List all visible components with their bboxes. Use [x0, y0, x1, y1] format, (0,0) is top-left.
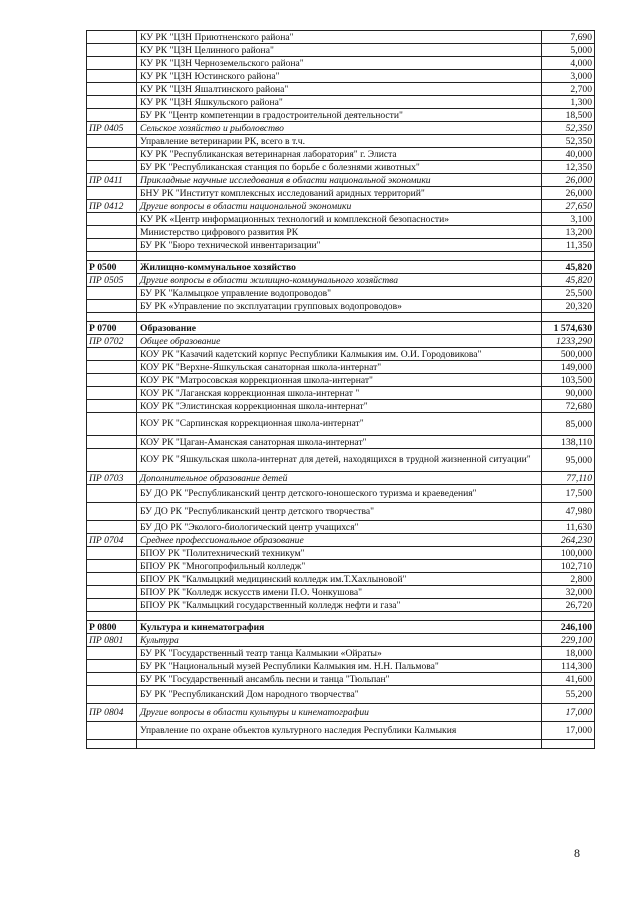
amount-cell: 17,000: [542, 722, 595, 740]
budget-table: [86, 30, 595, 749]
code-cell: [87, 599, 137, 612]
name-cell: [137, 740, 542, 749]
table-row: [87, 722, 595, 740]
code-cell: [87, 647, 137, 660]
amount-cell: 103,500: [542, 374, 595, 387]
amount-cell: 100,000: [542, 547, 595, 560]
amount-cell: 1,300: [542, 96, 595, 109]
table-row: [87, 413, 595, 436]
table-row: [87, 287, 595, 300]
name-cell: КУ РК "ЦЗН Яшалтинского района": [137, 83, 542, 96]
amount-cell: 17,500: [542, 485, 595, 503]
page-number: 8: [574, 846, 580, 860]
table-row: [87, 436, 595, 449]
amount-cell: [542, 313, 595, 322]
name-cell: Культура и кинематография: [137, 621, 542, 634]
name-cell: БПОУ РК "Колледж искусств имени П.О. Чонкушова": [137, 586, 542, 599]
table-row: [87, 647, 595, 660]
name-cell: КУ РК "ЦЗН Яшкульского района": [137, 96, 542, 109]
subsection-row: [87, 534, 595, 547]
name-cell: Культура: [137, 634, 542, 647]
amount-cell: 2,800: [542, 573, 595, 586]
code-cell: [87, 287, 137, 300]
code-cell: [87, 573, 137, 586]
amount-cell: [542, 612, 595, 621]
code-cell: [87, 187, 137, 200]
code-cell: [87, 449, 137, 472]
name-cell: БУ РК "Государственный театр танца Калмыкии «Ойраты»: [137, 647, 542, 660]
table-row: [87, 44, 595, 57]
section-row: [87, 621, 595, 634]
code-cell: [87, 740, 137, 749]
amount-cell: 1233,290: [542, 335, 595, 348]
table-row: [87, 547, 595, 560]
amount-cell: 18,000: [542, 647, 595, 660]
code-cell: [87, 387, 137, 400]
name-cell: КОУ РК "Яшкульская школа-интернат для детей, находящихся в трудной жизненной ситуации": [137, 449, 542, 472]
name-cell: БУ РК "Государственный ансамбль песни и танца "Тюльпан": [137, 673, 542, 686]
name-cell: [137, 612, 542, 621]
code-cell: [87, 44, 137, 57]
spacer-row: [87, 252, 595, 261]
code-cell: ПР 0801: [87, 634, 137, 647]
amount-cell: 17,000: [542, 704, 595, 722]
name-cell: БНУ РК "Институт комплексных исследований аридных территорий": [137, 187, 542, 200]
name-cell: КОУ РК "Элистинская коррекционная школа-интернат": [137, 400, 542, 413]
name-cell: БУ РК "Национальный музей Республики Калмыкия им. Н.Н. Пальмова": [137, 660, 542, 673]
name-cell: КУ РК "ЦЗН Приютненского района": [137, 31, 542, 44]
table-row: [87, 503, 595, 521]
amount-cell: 18,500: [542, 109, 595, 122]
amount-cell: 52,350: [542, 122, 595, 135]
code-cell: [87, 148, 137, 161]
code-cell: [87, 226, 137, 239]
table-row: [87, 387, 595, 400]
amount-cell: 11,630: [542, 521, 595, 534]
table-row: [87, 109, 595, 122]
code-cell: ПР 0505: [87, 274, 137, 287]
code-cell: [87, 31, 137, 44]
code-cell: ПР 0704: [87, 534, 137, 547]
code-cell: [87, 612, 137, 621]
code-cell: [87, 96, 137, 109]
amount-cell: 114,300: [542, 660, 595, 673]
code-cell: [87, 300, 137, 313]
amount-cell: 5,000: [542, 44, 595, 57]
name-cell: Другие вопросы в области культуры и кинематографии: [137, 704, 542, 722]
amount-cell: 77,110: [542, 472, 595, 485]
name-cell: БУ РК "Центр компетенции в градостроительной деятельности": [137, 109, 542, 122]
table-row: [87, 31, 595, 44]
table-row: [87, 573, 595, 586]
code-cell: Р 0500: [87, 261, 137, 274]
name-cell: Сельское хозяйство и рыболовство: [137, 122, 542, 135]
amount-cell: 246,100: [542, 621, 595, 634]
code-cell: [87, 374, 137, 387]
table-row: [87, 187, 595, 200]
subsection-row: [87, 200, 595, 213]
name-cell: Прикладные научные исследования в области национальной экономики: [137, 174, 542, 187]
code-cell: [87, 83, 137, 96]
name-cell: КОУ РК "Лаганская коррекционная школа-интернат ": [137, 387, 542, 400]
name-cell: Управление ветеринарии РК, всего в т.ч.: [137, 135, 542, 148]
table-row: [87, 521, 595, 534]
amount-cell: 72,680: [542, 400, 595, 413]
spacer-row: [87, 612, 595, 621]
table-row: [87, 300, 595, 313]
code-cell: Р 0700: [87, 322, 137, 335]
name-cell: КОУ РК "Цаган-Аманская санаторная школа-интернат": [137, 436, 542, 449]
code-cell: [87, 239, 137, 252]
table-row: [87, 485, 595, 503]
table-row: [87, 239, 595, 252]
table-row: [87, 599, 595, 612]
name-cell: БПОУ РК "Калмыцкий медицинский колледж им.Т.Хахлыновой": [137, 573, 542, 586]
code-cell: [87, 413, 137, 436]
amount-cell: 40,000: [542, 148, 595, 161]
code-cell: [87, 521, 137, 534]
amount-cell: 90,000: [542, 387, 595, 400]
code-cell: [87, 70, 137, 83]
amount-cell: 4,000: [542, 57, 595, 70]
code-cell: [87, 586, 137, 599]
name-cell: БУ ДО РК "Республиканский центр детского-юношеского туризма и краеведения": [137, 485, 542, 503]
code-cell: [87, 686, 137, 704]
amount-cell: 55,200: [542, 686, 595, 704]
amount-cell: 138,110: [542, 436, 595, 449]
name-cell: КОУ РК "Казачий кадетский корпус Республики Калмыкия им. О.И. Городовикова": [137, 348, 542, 361]
subsection-row: [87, 634, 595, 647]
code-cell: [87, 135, 137, 148]
amount-cell: 52,350: [542, 135, 595, 148]
code-cell: [87, 361, 137, 374]
table-row: [87, 161, 595, 174]
code-cell: [87, 673, 137, 686]
table-row: [87, 213, 595, 226]
name-cell: БУ РК "Республиканская станция по борьбе с болезнями животных": [137, 161, 542, 174]
code-cell: [87, 400, 137, 413]
table-row: [87, 361, 595, 374]
amount-cell: 32,000: [542, 586, 595, 599]
spacer-row: [87, 740, 595, 749]
name-cell: БУ РК "Бюро технической инвентаризации": [137, 239, 542, 252]
name-cell: Жилищно-коммунальное хозяйство: [137, 261, 542, 274]
amount-cell: 41,600: [542, 673, 595, 686]
table-row: [87, 673, 595, 686]
name-cell: БПОУ РК "Политехнический техникум": [137, 547, 542, 560]
subsection-row: [87, 174, 595, 187]
amount-cell: 45,820: [542, 261, 595, 274]
table-row: [87, 374, 595, 387]
code-cell: [87, 436, 137, 449]
name-cell: КОУ РК "Матросовская коррекционная школа-интернат": [137, 374, 542, 387]
amount-cell: 7,690: [542, 31, 595, 44]
name-cell: БУ ДО РК "Эколого-биологический центр учащихся": [137, 521, 542, 534]
code-cell: ПР 0411: [87, 174, 137, 187]
amount-cell: 264,230: [542, 534, 595, 547]
code-cell: [87, 313, 137, 322]
code-cell: ПР 0703: [87, 472, 137, 485]
name-cell: КУ РК "ЦЗН Целинного района": [137, 44, 542, 57]
amount-cell: 26,000: [542, 187, 595, 200]
amount-cell: 85,000: [542, 413, 595, 436]
budget-table-body: [87, 31, 595, 749]
amount-cell: 47,980: [542, 503, 595, 521]
name-cell: Общее образование: [137, 335, 542, 348]
table-row: [87, 83, 595, 96]
code-cell: ПР 0412: [87, 200, 137, 213]
amount-cell: [542, 252, 595, 261]
code-cell: [87, 213, 137, 226]
code-cell: Р 0800: [87, 621, 137, 634]
table-row: [87, 96, 595, 109]
amount-cell: 500,000: [542, 348, 595, 361]
name-cell: БУ ДО РК "Республиканский центр детского творчества": [137, 503, 542, 521]
amount-cell: 26,000: [542, 174, 595, 187]
name-cell: Образование: [137, 322, 542, 335]
name-cell: Управление по охране объектов культурного наследия Республики Калмыкия: [137, 722, 542, 740]
subsection-row: [87, 122, 595, 135]
table-row: [87, 586, 595, 599]
amount-cell: 149,000: [542, 361, 595, 374]
code-cell: [87, 722, 137, 740]
name-cell: Другие вопросы в области национальной экономики: [137, 200, 542, 213]
table-row: [87, 348, 595, 361]
code-cell: [87, 57, 137, 70]
amount-cell: 12,350: [542, 161, 595, 174]
name-cell: Министерство цифрового развития РК: [137, 226, 542, 239]
amount-cell: 26,720: [542, 599, 595, 612]
name-cell: КУ РК "ЦЗН Черноземельского района": [137, 57, 542, 70]
amount-cell: 45,820: [542, 274, 595, 287]
amount-cell: 3,000: [542, 70, 595, 83]
table-row: [87, 148, 595, 161]
amount-cell: 3,100: [542, 213, 595, 226]
subsection-row: [87, 274, 595, 287]
amount-cell: 1 574,630: [542, 322, 595, 335]
subsection-row: [87, 335, 595, 348]
code-cell: [87, 547, 137, 560]
name-cell: БУ РК "Калмыцкое управление водопроводов": [137, 287, 542, 300]
code-cell: [87, 560, 137, 573]
name-cell: КУ РК «Центр информационных технологий и комплексной безопасности»: [137, 213, 542, 226]
name-cell: БУ РК «Управление по эксплуатации групповых водопроводов»: [137, 300, 542, 313]
table-row: [87, 226, 595, 239]
subsection-row: [87, 472, 595, 485]
name-cell: Дополнительное образование детей: [137, 472, 542, 485]
amount-cell: 2,700: [542, 83, 595, 96]
code-cell: [87, 660, 137, 673]
amount-cell: 229,100: [542, 634, 595, 647]
code-cell: [87, 161, 137, 174]
name-cell: БУ РК "Республиканский Дом народного творчества": [137, 686, 542, 704]
table-row: [87, 57, 595, 70]
code-cell: [87, 503, 137, 521]
section-row: [87, 322, 595, 335]
name-cell: КУ РК "ЦЗН Юстинского района": [137, 70, 542, 83]
code-cell: [87, 252, 137, 261]
table-row: [87, 704, 595, 722]
name-cell: [137, 313, 542, 322]
code-cell: ПР 0405: [87, 122, 137, 135]
name-cell: БПОУ РК "Калмыцкий государственный колледж нефти и газа": [137, 599, 542, 612]
section-row: [87, 261, 595, 274]
spacer-row: [87, 313, 595, 322]
amount-cell: 102,710: [542, 560, 595, 573]
amount-cell: [542, 740, 595, 749]
code-cell: ПР 0702: [87, 335, 137, 348]
table-row: [87, 686, 595, 704]
name-cell: [137, 252, 542, 261]
name-cell: КУ РК "Республиканская ветеринарная лаборатория" г. Элиста: [137, 148, 542, 161]
name-cell: КОУ РК "Верхне-Яшкульская санаторная школа-интернат": [137, 361, 542, 374]
code-cell: [87, 485, 137, 503]
amount-cell: 27,650: [542, 200, 595, 213]
table-row: [87, 660, 595, 673]
amount-cell: 25,500: [542, 287, 595, 300]
code-cell: ПР 0804: [87, 704, 137, 722]
amount-cell: 95,000: [542, 449, 595, 472]
table-row: [87, 449, 595, 472]
code-cell: [87, 348, 137, 361]
table-row: [87, 135, 595, 148]
table-row: [87, 560, 595, 573]
table-row: [87, 70, 595, 83]
name-cell: Другие вопросы в области жилищно-коммунального хозяйства: [137, 274, 542, 287]
amount-cell: 13,200: [542, 226, 595, 239]
amount-cell: 20,320: [542, 300, 595, 313]
name-cell: КОУ РК "Сарпинская коррекционная школа-интернат": [137, 413, 542, 436]
name-cell: БПОУ РК "Многопрофильный колледж": [137, 560, 542, 573]
amount-cell: 11,350: [542, 239, 595, 252]
code-cell: [87, 109, 137, 122]
table-row: [87, 400, 595, 413]
name-cell: Среднее профессиональное образование: [137, 534, 542, 547]
